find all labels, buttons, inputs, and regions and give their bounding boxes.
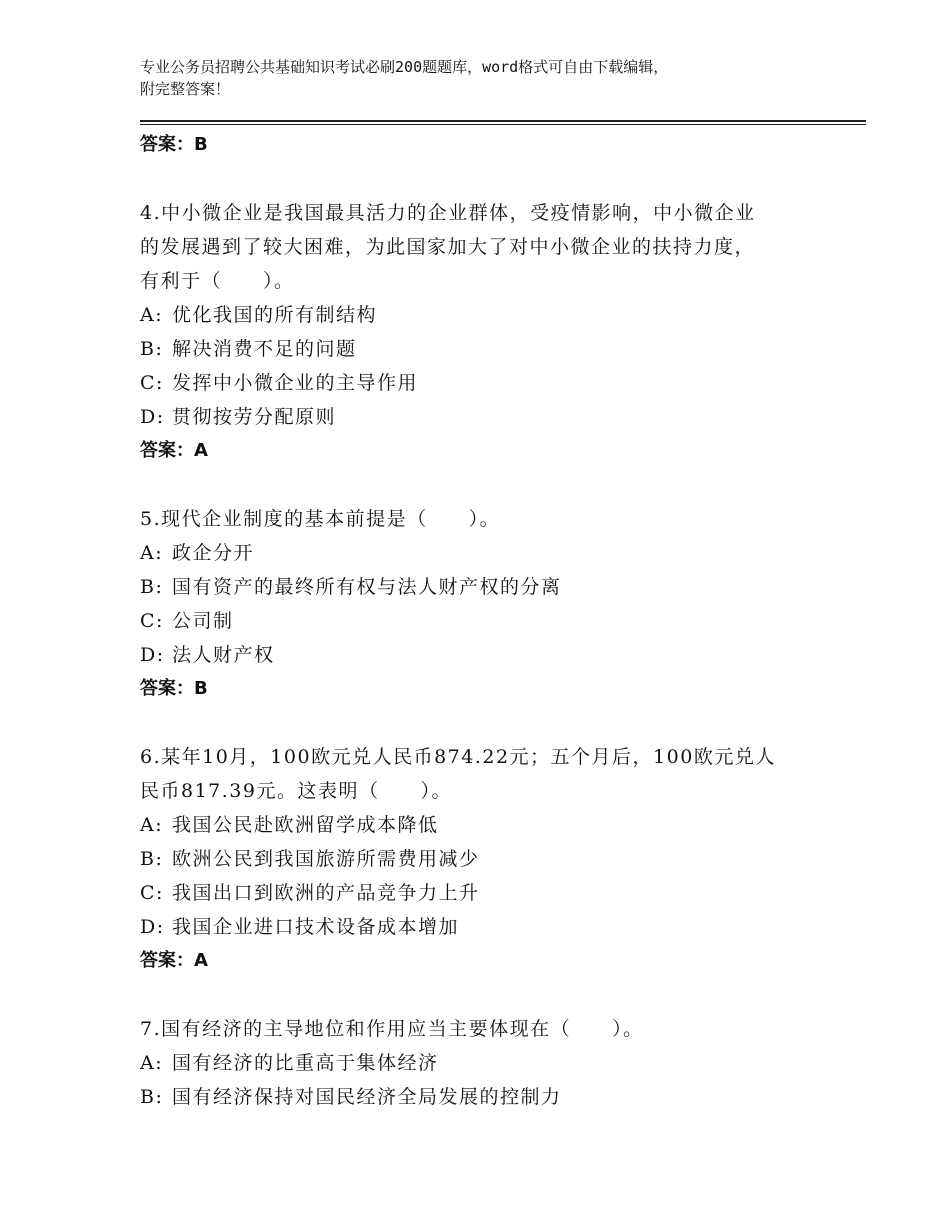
option-key: B:: [140, 1086, 164, 1108]
option-text: 贯彻按劳分配原则: [172, 406, 337, 428]
option-key: A:: [140, 1052, 164, 1074]
option-text: 国有经济保持对国民经济全局发展的控制力: [172, 1086, 562, 1108]
option-text: 法人财产权: [172, 644, 275, 666]
option-key: B:: [140, 848, 164, 870]
option-text: 公司制: [172, 610, 234, 632]
question-list: [140, 128, 840, 1114]
option-c: [140, 366, 840, 400]
stem-line: 7.国有经济的主导地位和作用应当主要体现在（ ）。: [140, 1018, 644, 1040]
option-c: [140, 876, 840, 910]
question-stem: [140, 740, 840, 808]
option-key: C:: [140, 882, 164, 904]
header-line-1: 专业公务员招聘公共基础知识考试必刷200题题库，word格式可自由下载编辑，: [140, 58, 669, 76]
option-key: B:: [140, 576, 164, 598]
answer-label: 答案：B: [140, 678, 208, 699]
question-6: [140, 740, 840, 978]
answer-label: 答案：B: [140, 134, 208, 155]
option-d: [140, 400, 840, 434]
option-a: [140, 1046, 840, 1080]
page-header: [140, 56, 820, 100]
option-text: 发挥中小微企业的主导作用: [172, 372, 419, 394]
option-b: [140, 570, 840, 604]
option-a: [140, 808, 840, 842]
answer-label: 答案：A: [140, 440, 208, 461]
option-a: [140, 298, 840, 332]
answer-label: 答案：A: [140, 950, 208, 971]
option-key: C:: [140, 610, 164, 632]
header-divider-thick: [140, 120, 866, 122]
option-text: 解决消费不足的问题: [172, 338, 357, 360]
option-d: [140, 910, 840, 944]
option-text: 欧洲公民到我国旅游所需费用减少: [172, 848, 480, 870]
question-stem: [140, 502, 840, 536]
option-key: A:: [140, 814, 164, 836]
option-text: 国有资产的最终所有权与法人财产权的分离: [172, 576, 562, 598]
option-text: 我国企业进口技术设备成本增加: [172, 916, 460, 938]
option-b: [140, 842, 840, 876]
stem-line: 民币817.39元。这表明（ ）。: [140, 780, 452, 802]
option-key: C:: [140, 372, 164, 394]
option-b: [140, 332, 840, 366]
option-key: B:: [140, 338, 164, 360]
option-text: 优化我国的所有制结构: [172, 304, 378, 326]
option-text: 我国出口到欧洲的产品竞争力上升: [172, 882, 480, 904]
option-d: [140, 638, 840, 672]
header-line-2: 附完整答案！: [140, 80, 231, 98]
stem-line: 4.中小微企业是我国最具活力的企业群体，受疫情影响，中小微企业: [140, 202, 756, 224]
option-text: 政企分开: [172, 542, 255, 564]
question-4: [140, 196, 840, 468]
option-key: A:: [140, 304, 164, 326]
option-key: D:: [140, 916, 165, 938]
option-c: [140, 604, 840, 638]
question-stem: [140, 196, 840, 298]
stem-line: 有利于（ ）。: [140, 270, 295, 292]
option-text: 国有经济的比重高于集体经济: [172, 1052, 439, 1074]
stem-line: 的发展遇到了较大困难，为此国家加大了对中小微企业的扶持力度，: [140, 236, 756, 258]
stem-line: 5.现代企业制度的基本前提是（ ）。: [140, 508, 501, 530]
option-b: [140, 1080, 840, 1114]
option-key: A:: [140, 542, 164, 564]
question-7: [140, 1012, 840, 1114]
stem-line: 6.某年10月，100欧元兑人民币874.22元；五个月后，100欧元兑人: [140, 746, 776, 768]
option-key: D:: [140, 644, 165, 666]
header-divider-thin: [140, 124, 866, 125]
option-a: [140, 536, 840, 570]
option-key: D:: [140, 406, 165, 428]
question-stem: [140, 1012, 840, 1046]
question-5: [140, 502, 840, 706]
option-text: 我国公民赴欧洲留学成本降低: [172, 814, 439, 836]
